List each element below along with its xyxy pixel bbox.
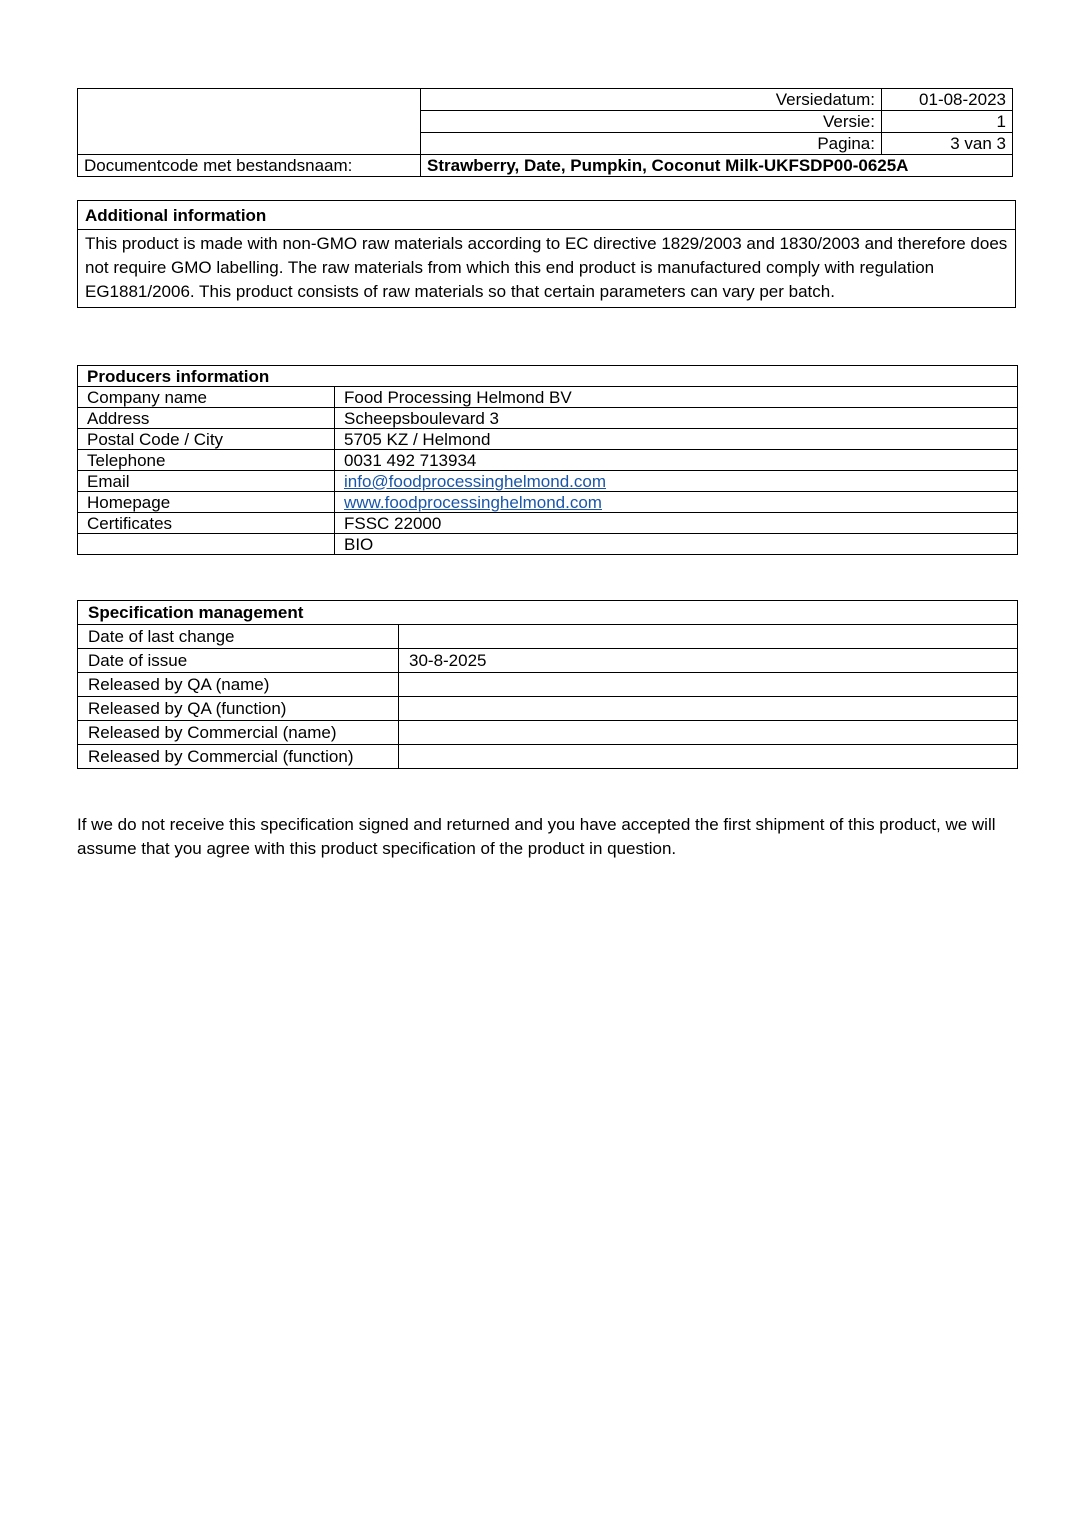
homepage-link[interactable]: www.foodprocessinghelmond.com: [344, 492, 602, 512]
producers-title: Producers information: [78, 366, 1018, 387]
table-row: [78, 673, 1018, 697]
version-value: 1: [882, 111, 1013, 133]
table-row: [78, 745, 1018, 769]
certificates-blank-label: [78, 534, 335, 555]
document-header-table: [77, 88, 1013, 177]
last-change-label: Date of last change: [78, 625, 399, 649]
address-value: Scheepsboulevard 3: [335, 408, 1018, 429]
commercial-function-value: [399, 745, 1018, 769]
additional-info-title: Additional information: [78, 201, 1015, 230]
producers-title-row: [78, 366, 1018, 387]
spec-management-title: Specification management: [78, 601, 1018, 625]
table-row: [78, 649, 1018, 673]
additional-info-text: This product is made with non-GMO raw materials according to EC directive 1829/2003 and 1830/2003 and therefore does not require GMO labelling. The raw materials from which this end product is manufactured comply with regulation EG1881/2006. This product consists of raw materials so that certain parameters can vary per batch.: [85, 234, 1008, 301]
email-cell: [335, 471, 1018, 492]
company-name-value: Food Processing Helmond BV: [335, 387, 1018, 408]
table-row: [78, 625, 1018, 649]
closing-paragraph: If we do not receive this specification signed and returned and you have accepted the first shipment of this product, we will assume that you agree with this product specification of the product in question.: [77, 815, 996, 858]
table-row: [78, 721, 1018, 745]
qa-function-value: [399, 697, 1018, 721]
table-row: [78, 471, 1018, 492]
commercial-function-label: Released by Commercial (function): [78, 745, 399, 769]
last-change-value: [399, 625, 1018, 649]
certificate-bio-value: BIO: [335, 534, 1018, 555]
company-name-label: Company name: [78, 387, 335, 408]
address-label: Address: [78, 408, 335, 429]
qa-function-label: Released by QA (function): [78, 697, 399, 721]
qa-name-label: Released by QA (name): [78, 673, 399, 697]
telephone-value: 0031 492 713934: [335, 450, 1018, 471]
certificates-label: Certificates: [78, 513, 335, 534]
header-row-doc-code: [78, 155, 1013, 177]
email-link[interactable]: info@foodprocessinghelmond.com: [344, 471, 607, 491]
qa-name-value: [399, 673, 1018, 697]
page-value: 3 van 3: [882, 133, 1013, 155]
spec-title-row: [78, 601, 1018, 625]
table-row: [78, 697, 1018, 721]
commercial-name-label: Released by Commercial (name): [78, 721, 399, 745]
additional-info-box: [77, 200, 1016, 308]
table-row: [78, 429, 1018, 450]
postal-city-label: Postal Code / City: [78, 429, 335, 450]
doc-code-label: Documentcode met bestandsnaam:: [78, 155, 421, 177]
version-date-value: 01-08-2023: [882, 89, 1013, 111]
table-row: [78, 450, 1018, 471]
date-of-issue-value: 30-8-2025: [399, 649, 1018, 673]
email-label: Email: [78, 471, 335, 492]
homepage-label: Homepage: [78, 492, 335, 513]
table-row: [78, 534, 1018, 555]
commercial-name-value: [399, 721, 1018, 745]
table-row: [78, 408, 1018, 429]
table-row: [78, 387, 1018, 408]
certificate-fssc-value: FSSC 22000: [335, 513, 1018, 534]
homepage-cell: [335, 492, 1018, 513]
doc-code-value: Strawberry, Date, Pumpkin, Coconut Milk-UKFSDP00-0625A: [421, 155, 1013, 177]
table-row: [78, 513, 1018, 534]
version-label: Versie:: [421, 111, 882, 133]
page-label: Pagina:: [421, 133, 882, 155]
table-row: [78, 492, 1018, 513]
producers-table: [77, 365, 1018, 555]
spec-management-table: [77, 600, 1018, 769]
header-blank-cell: [78, 89, 421, 155]
version-date-label: Versiedatum:: [421, 89, 882, 111]
date-of-issue-label: Date of issue: [78, 649, 399, 673]
postal-city-value: 5705 KZ / Helmond: [335, 429, 1018, 450]
telephone-label: Telephone: [78, 450, 335, 471]
header-row-version-date: [78, 89, 1013, 111]
